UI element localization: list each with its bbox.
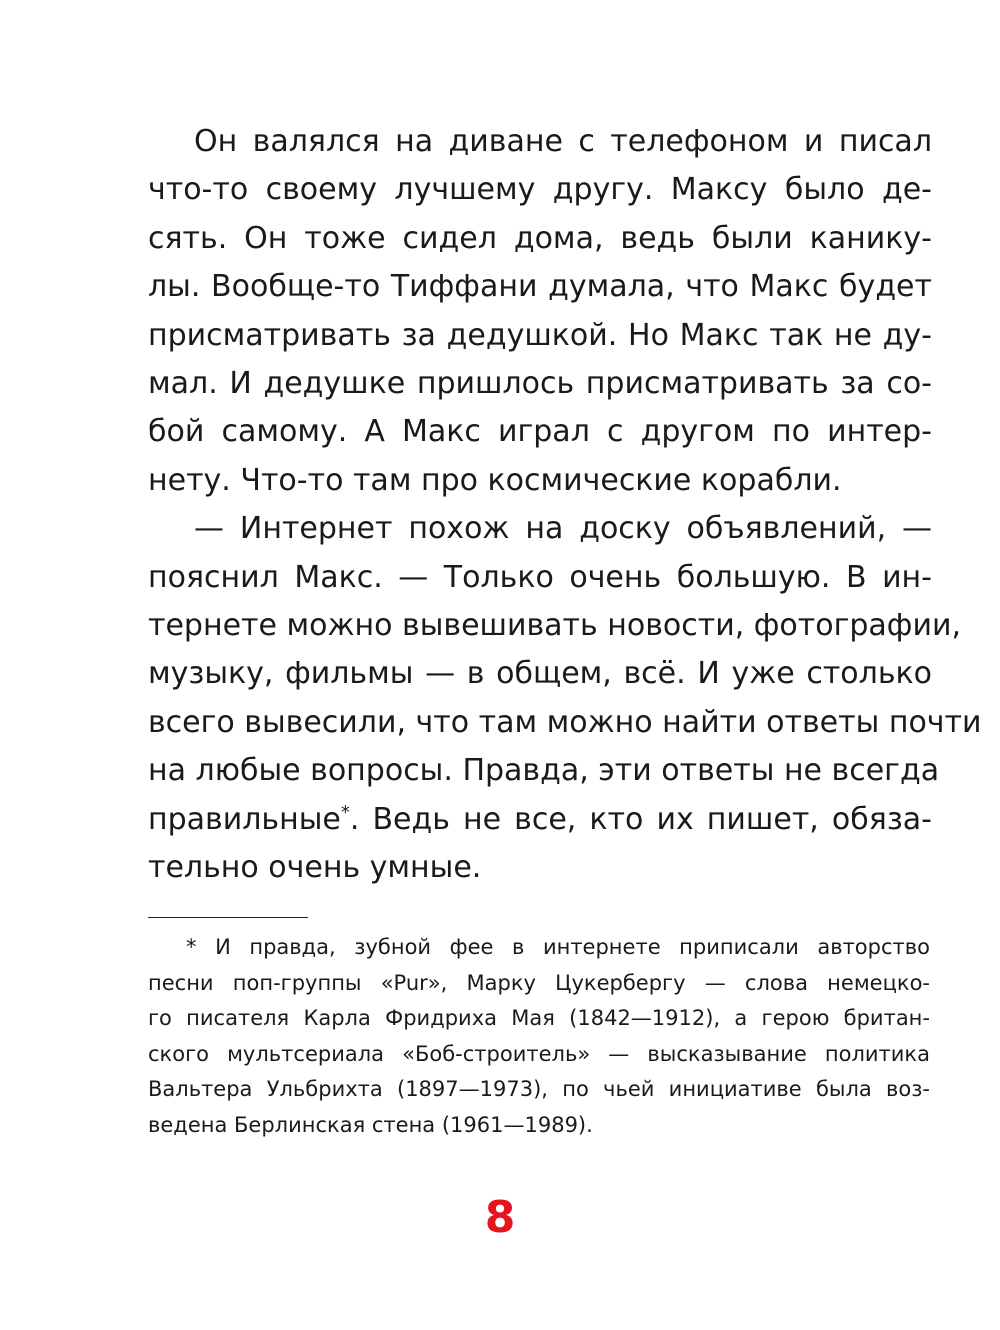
footnote-line: * И правда, зубной фее в интернете приписали авторство [186,935,930,959]
text-line: что-то своему лучшему другу. Максу было де- [148,172,932,208]
text-fragment: правильные [148,801,341,837]
text-line: присматривать за дедушкой. Но Макс так не ду- [148,317,932,353]
footnote-line: го писателя Карла Фридриха Мая (1842—1912), а герою британ- [148,1006,930,1030]
text-line: на любые вопросы. Правда, эти ответы не всегда [148,753,940,789]
text-line: нету. Что-то там про космические корабли. [148,462,842,498]
text-line: — Интернет похож на доску объявлений, — [194,511,932,547]
text-line: лы. Вообще-то Тиффани думала, что Макс будет [148,269,932,305]
text-line [148,796,932,844]
text-line: музыку, фильмы — в общем, всё. И уже столько [148,656,932,692]
footnote-line: Вальтера Ульбрихта (1897—1973), по чьей инициативе была воз- [148,1077,930,1101]
text-line: тельно очень умные. [148,850,482,886]
text-line: Он валялся на диване с телефоном и писал [194,124,932,159]
footnote [148,930,930,1143]
page-number: 8 [484,1192,516,1243]
footnote-line: ского мультсериала «Боб-строитель» — высказывание политика [148,1041,930,1066]
text-line: мал. И дедушке пришлось присматривать за со- [148,366,932,402]
footnote-divider [148,917,308,918]
footnote-marker: * [340,801,350,823]
text-line: бой самому. А Макс играл с другом по интер- [148,414,932,450]
text-line: сять. Он тоже сидел дома, ведь были канику- [148,220,932,256]
footnote-line: песни поп-группы «Pur», Марку Цукербергу — слова немецко- [148,970,930,995]
text-fragment: . Ведь не все, кто их пишет, обяза- [349,801,932,837]
text-line: пояснил Макс. — Только очень большую. В ин- [148,559,932,595]
main-text [148,118,982,893]
footnote-line: ведена Берлинская стена (1961—1989). [148,1112,593,1137]
text-line: тернете можно вывешивать новости, фотографии, [148,608,961,644]
text-line: всего вывесили, что там можно найти ответы почти [148,704,982,740]
text-fragment [148,796,932,844]
